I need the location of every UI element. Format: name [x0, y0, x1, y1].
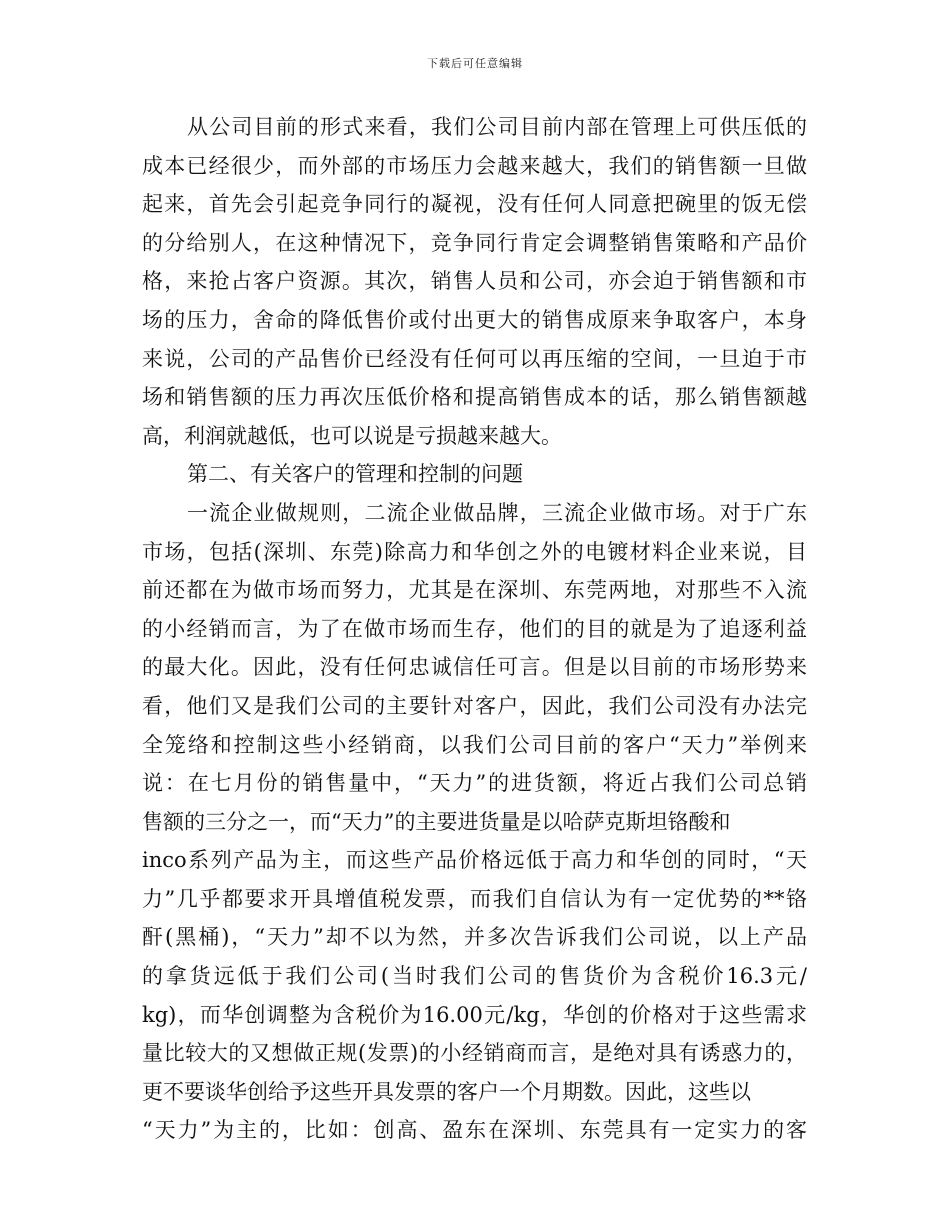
text-line: 的最大化。因此，没有任何忠诚信任可言。但是以目前的市场形势来	[142, 655, 807, 680]
text-line: 说：在七月份的销售量中，“天力”的进货额，将近占我们公司总销	[142, 771, 807, 796]
section-heading: 第二、有关客户的管理和控制的问题	[187, 462, 523, 487]
text-line: 更不要谈华创给予这些开具发票的客户一个月期数。因此，这些以	[142, 1079, 751, 1104]
text-line: “天力”为主的，比如：创高、盈东在深圳、东莞具有一定实力的客	[142, 1118, 807, 1143]
text-line: 的拿货远低于我们公司(当时我们公司的售货价为含税价16.3元/	[142, 964, 807, 989]
page-header-note: 下载后可任意编辑	[427, 57, 523, 70]
text-line: 前还都在为做市场而努力，尤其是在深圳、东莞两地，对那些不入流	[142, 578, 807, 603]
text-line: kg)，而华创调整为含税价为16.00元/kg，华创的价格对于这些需求	[142, 1002, 807, 1027]
text-line: 力”几乎都要求开具增值税发票，而我们自信认为有一定优势的**铬	[142, 886, 807, 911]
text-line: 酐(黑桶)，“天力”却不以为然，并多次告诉我们公司说，以上产品	[142, 925, 807, 950]
text-line: 场和销售额的压力再次压低价格和提高销售成本的话，那么销售额越	[142, 385, 807, 410]
text-line: 成本已经很少，而外部的市场压力会越来越大，我们的销售额一旦做	[142, 153, 807, 178]
document-body	[142, 108, 807, 1150]
text-line: 的小经销而言，为了在做市场而生存，他们的目的就是为了追逐利益	[142, 616, 807, 641]
text-line: 市场，包括(深圳、东莞)除高力和华创之外的电镀材料企业来说，目	[142, 539, 807, 564]
text-line: 起来，首先会引起竞争同行的凝视，没有任何人同意把碗里的饭无偿	[142, 192, 807, 217]
text-line: 格，来抢占客户资源。其次，销售人员和公司，亦会迫于销售额和市	[142, 269, 807, 294]
text-line: 一流企业做规则，二流企业做品牌，三流企业做市场。对于广东	[187, 500, 807, 525]
text-line: 场的压力，舍命的降低售价或付出更大的销售成原来争取客户，本身	[142, 307, 807, 332]
text-line: inco系列产品为主，而这些产品价格远低于高力和华创的同时，“天	[142, 848, 807, 873]
text-line: 来说，公司的产品售价已经没有任何可以再压缩的空间，一旦迫于市	[142, 346, 807, 371]
text-line: 的分给别人，在这种情况下，竞争同行肯定会调整销售策略和产品价	[142, 230, 807, 255]
text-line: 看，他们又是我们公司的主要针对客户，因此，我们公司没有办法完	[142, 693, 807, 718]
text-line: 全笼络和控制这些小经销商，以我们公司目前的客户“天力”举例来	[142, 732, 807, 757]
text-line: 售额的三分之一，而“天力”的主要进货量是以哈萨克斯坦铬酸和	[142, 809, 731, 834]
text-line: 高，利润就越低，也可以说是亏损越来越大。	[142, 423, 562, 448]
text-line: 量比较大的又想做正规(发票)的小经销商而言，是绝对具有诱惑力的，	[142, 1041, 807, 1066]
text-line: 从公司目前的形式来看，我们公司目前内部在管理上可供压低的	[187, 115, 807, 139]
